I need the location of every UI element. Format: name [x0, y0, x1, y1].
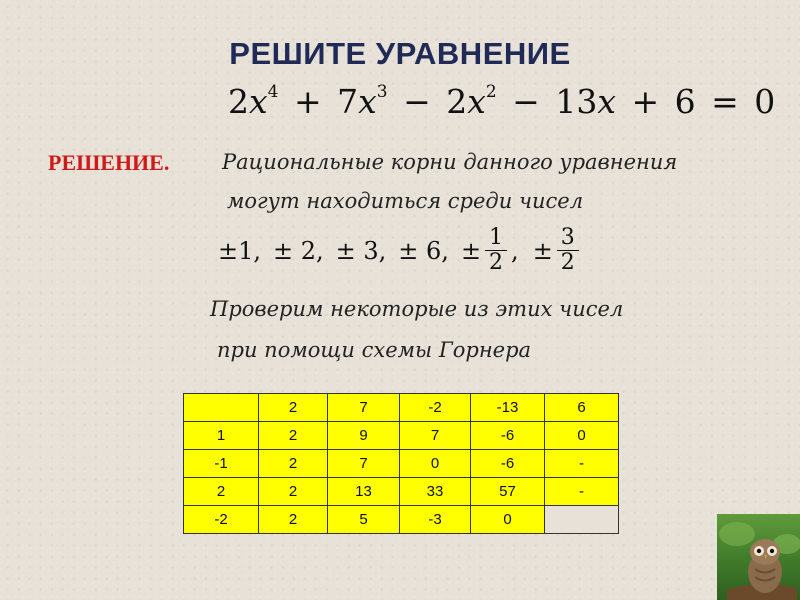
equation-power: 3 — [376, 82, 388, 102]
table-cell: -2 — [400, 394, 471, 422]
table-cell: 0 — [471, 506, 545, 534]
table-cell: - — [545, 450, 619, 478]
table-cell — [184, 394, 259, 422]
candidate-root: ±1, — [218, 236, 262, 265]
table-cell: 57 — [471, 478, 545, 506]
equation-operator: − — [512, 82, 540, 121]
fraction-denominator: 2 — [560, 250, 575, 275]
table-cell: 5 — [328, 506, 400, 534]
equation-rhs: 0 — [754, 82, 776, 121]
candidate-roots — [218, 226, 583, 275]
table-cell: -1 — [184, 450, 259, 478]
equation-operator: + — [631, 82, 660, 121]
table-cell: -6 — [471, 422, 545, 450]
text-line-1: Рациональные корни данного уравнения — [222, 150, 678, 174]
equation-power: 2 — [485, 82, 497, 102]
table-cell: 0 — [400, 450, 471, 478]
table-cell — [545, 506, 619, 534]
solution-label: РЕШЕНИЕ. — [48, 150, 170, 175]
candidate-root: ± 6, — [398, 236, 449, 265]
table-row — [184, 506, 619, 534]
text-line-3: Проверим некоторые из этих чисел — [210, 297, 624, 321]
equation-coef: 2 — [446, 82, 468, 121]
equation-operator: − — [403, 82, 431, 121]
table-cell: 2 — [259, 394, 328, 422]
fraction-one-half — [485, 226, 507, 275]
table-cell: 1 — [184, 422, 259, 450]
table-cell: 0 — [545, 422, 619, 450]
table-cell: - — [545, 478, 619, 506]
candidate-root: ± 2, — [273, 236, 324, 265]
table-cell: 2 — [259, 422, 328, 450]
equation-var: x — [249, 82, 268, 121]
table-cell: 7 — [328, 394, 400, 422]
owl-image — [717, 514, 800, 600]
table-cell: 6 — [545, 394, 619, 422]
table-cell: 13 — [328, 478, 400, 506]
equation-coef: 2 — [228, 82, 249, 121]
equation-power: 4 — [267, 82, 279, 102]
table-cell: 33 — [400, 478, 471, 506]
text-line-4: при помощи схемы Горнера — [217, 338, 532, 362]
fraction-three-halves — [557, 226, 579, 275]
equation-coef: 13 — [555, 82, 598, 121]
table-cell: -2 — [184, 506, 259, 534]
fraction-denominator: 2 — [489, 250, 504, 275]
table-cell: -6 — [471, 450, 545, 478]
fraction-numerator: 3 — [560, 225, 575, 250]
plus-minus-sign: ± — [532, 236, 553, 265]
separator: , — [511, 236, 519, 265]
fraction-numerator: 1 — [489, 225, 504, 250]
horner-table — [183, 393, 619, 534]
table-cell: 7 — [328, 450, 400, 478]
equation-var: x — [358, 82, 377, 121]
table-cell: 2 — [184, 478, 259, 506]
equation-coef: 6 — [674, 82, 696, 121]
table-row — [184, 478, 619, 506]
equation-equals: = — [711, 82, 739, 121]
table-cell: -13 — [471, 394, 545, 422]
table-cell: -3 — [400, 506, 471, 534]
candidate-root: ± 3, — [335, 236, 387, 265]
equation-coef: 7 — [337, 82, 359, 121]
owl-icon — [717, 514, 800, 600]
table-cell: 7 — [400, 422, 471, 450]
equation-var: x — [467, 82, 486, 121]
table-row — [184, 450, 619, 478]
equation — [228, 82, 775, 121]
table-row — [184, 422, 619, 450]
table-cell: 9 — [328, 422, 400, 450]
table-cell: 2 — [259, 478, 328, 506]
table-cell: 2 — [259, 506, 328, 534]
equation-var: x — [597, 82, 616, 121]
table-cell: 2 — [259, 450, 328, 478]
page-title: РЕШИТЕ УРАВНЕНИЕ — [229, 36, 571, 71]
plus-minus-sign: ± — [460, 236, 482, 265]
table-row — [184, 394, 619, 422]
equation-operator: + — [293, 82, 322, 121]
text-line-2: могут находиться среди чисел — [227, 189, 584, 213]
